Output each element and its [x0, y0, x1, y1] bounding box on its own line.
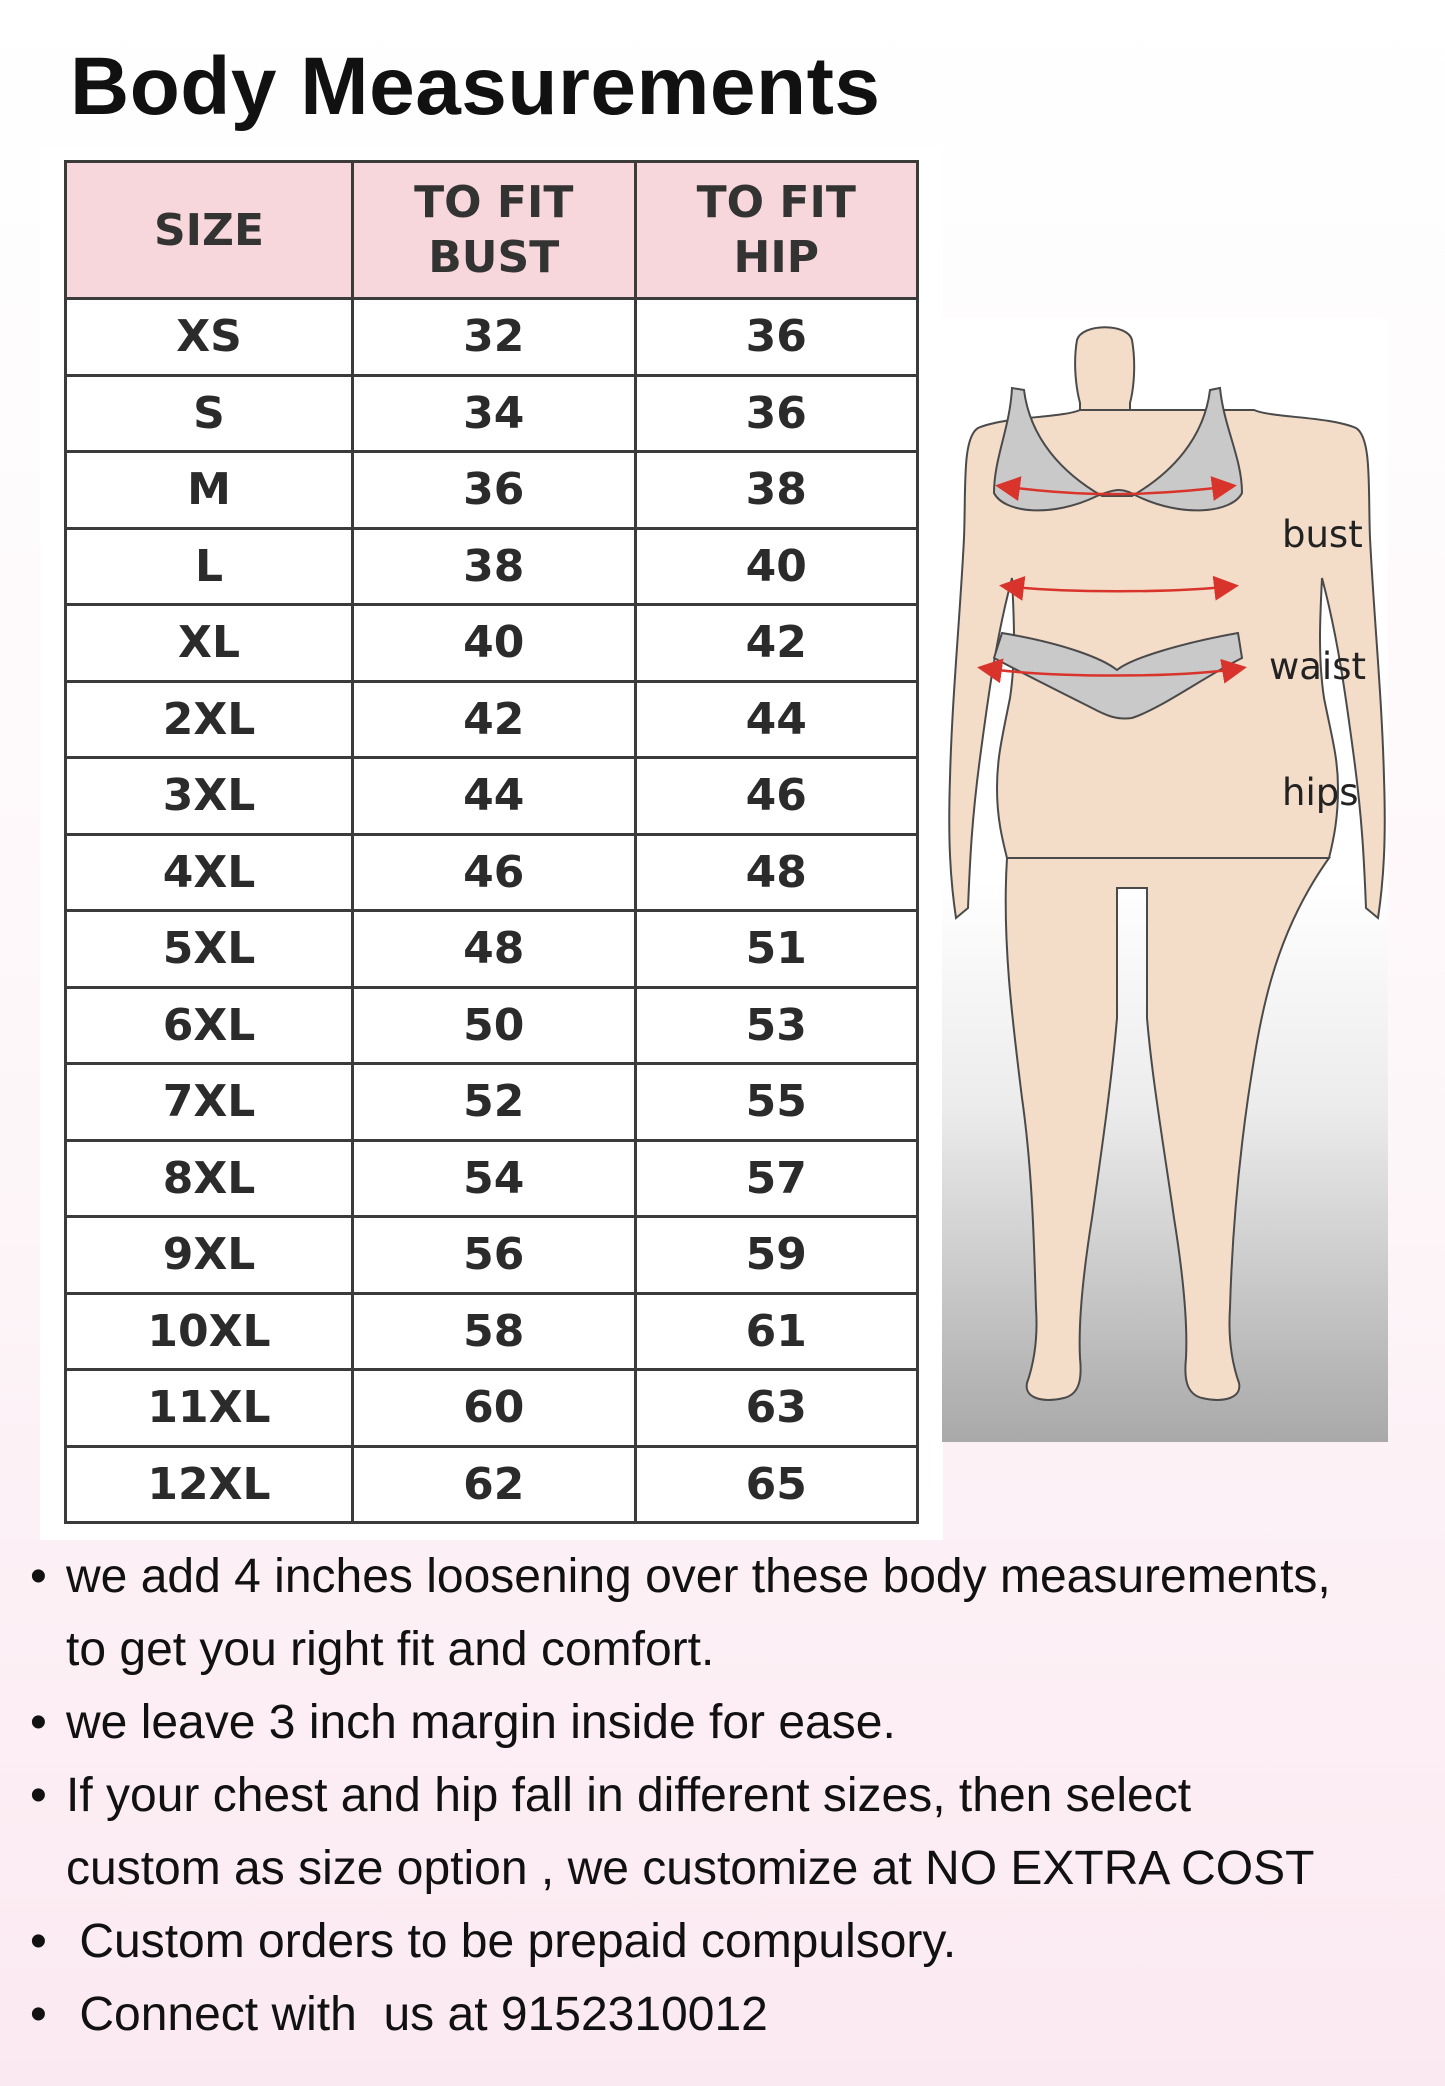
hip-cell: 40 [635, 528, 918, 605]
size-cell: 12XL [66, 1446, 353, 1523]
size-cell: 9XL [66, 1217, 353, 1294]
table-row [66, 528, 918, 605]
size-cell: 5XL [66, 911, 353, 988]
table-row [66, 605, 918, 682]
table-row [66, 1140, 918, 1217]
hip-cell: 44 [635, 681, 918, 758]
table-row [66, 758, 918, 835]
table-row [66, 987, 918, 1064]
bust-cell: 60 [353, 1370, 636, 1447]
table-row [66, 1064, 918, 1141]
note-item [20, 1978, 1440, 2051]
notes-list [20, 1540, 1440, 2051]
size-chart-table [64, 160, 919, 1524]
hip-cell: 59 [635, 1217, 918, 1294]
hip-cell: 61 [635, 1293, 918, 1370]
bust-cell: 36 [353, 452, 636, 529]
hip-cell: 57 [635, 1140, 918, 1217]
hips-label: hips [1282, 771, 1359, 814]
hip-cell: 46 [635, 758, 918, 835]
bust-cell: 58 [353, 1293, 636, 1370]
hip-cell: 36 [635, 375, 918, 452]
size-chart-container [40, 145, 943, 1540]
hip-cell: 55 [635, 1064, 918, 1141]
page-title: Body Measurements [70, 41, 881, 132]
bullet-icon: • [30, 1915, 47, 1968]
table-row [66, 299, 918, 376]
bust-cell: 38 [353, 528, 636, 605]
bust-label: bust [1282, 513, 1363, 556]
size-cell: 7XL [66, 1064, 353, 1141]
size-cell: 6XL [66, 987, 353, 1064]
bullet-icon: • [30, 1696, 47, 1749]
hip-cell: 36 [635, 299, 918, 376]
size-cell: 4XL [66, 834, 353, 911]
size-cell: 11XL [66, 1370, 353, 1447]
bust-cell: 52 [353, 1064, 636, 1141]
hip-cell: 48 [635, 834, 918, 911]
note-item [20, 1905, 1440, 1978]
header-bust: TO FIT BUST [353, 162, 636, 299]
note-line: custom as size option , we customize at NO EXTRA COST [66, 1842, 1315, 1895]
waist-label: waist [1269, 645, 1366, 688]
table-row [66, 834, 918, 911]
hip-cell: 38 [635, 452, 918, 529]
header-hip: TO FIT HIP [635, 162, 918, 299]
body-figure-illustration [942, 318, 1388, 1442]
bust-cell: 56 [353, 1217, 636, 1294]
note-line: If your chest and hip fall in different sizes, then select [66, 1769, 1192, 1822]
bust-cell: 32 [353, 299, 636, 376]
size-cell: XS [66, 299, 353, 376]
table-row [66, 681, 918, 758]
bullet-icon: • [30, 1988, 47, 2041]
table-row [66, 1446, 918, 1523]
hip-cell: 63 [635, 1370, 918, 1447]
hip-cell: 65 [635, 1446, 918, 1523]
size-cell: 3XL [66, 758, 353, 835]
bust-cell: 34 [353, 375, 636, 452]
bust-cell: 44 [353, 758, 636, 835]
header-size: SIZE [66, 162, 353, 299]
table-row [66, 452, 918, 529]
bullet-icon: • [30, 1550, 47, 1603]
hip-cell: 42 [635, 605, 918, 682]
hip-cell: 51 [635, 911, 918, 988]
size-cell: 2XL [66, 681, 353, 758]
table-row [66, 911, 918, 988]
size-cell: XL [66, 605, 353, 682]
note-line: we add 4 inches loosening over these body measurements, [66, 1550, 1331, 1603]
table-body [66, 299, 918, 1523]
size-cell: S [66, 375, 353, 452]
table-row [66, 1370, 918, 1447]
size-cell: 8XL [66, 1140, 353, 1217]
table-header-row [66, 162, 918, 299]
size-cell: L [66, 528, 353, 605]
note-line: we leave 3 inch margin inside for ease. [66, 1696, 896, 1749]
table-row [66, 1217, 918, 1294]
bust-cell: 48 [353, 911, 636, 988]
hip-cell: 53 [635, 987, 918, 1064]
bust-cell: 50 [353, 987, 636, 1064]
note-item [20, 1540, 1440, 1686]
bust-cell: 42 [353, 681, 636, 758]
note-line: to get you right fit and comfort. [66, 1623, 715, 1676]
bust-cell: 54 [353, 1140, 636, 1217]
size-cell: M [66, 452, 353, 529]
note-item [20, 1759, 1440, 1905]
bust-cell: 46 [353, 834, 636, 911]
note-line: Connect with us at 9152310012 [66, 1988, 768, 2041]
size-cell: 10XL [66, 1293, 353, 1370]
body-figure-panel [942, 318, 1388, 1442]
note-line: Custom orders to be prepaid compulsory. [66, 1915, 957, 1968]
table-row [66, 375, 918, 452]
table-row [66, 1293, 918, 1370]
bullet-icon: • [30, 1769, 47, 1822]
bust-cell: 40 [353, 605, 636, 682]
note-item [20, 1686, 1440, 1759]
bust-cell: 62 [353, 1446, 636, 1523]
